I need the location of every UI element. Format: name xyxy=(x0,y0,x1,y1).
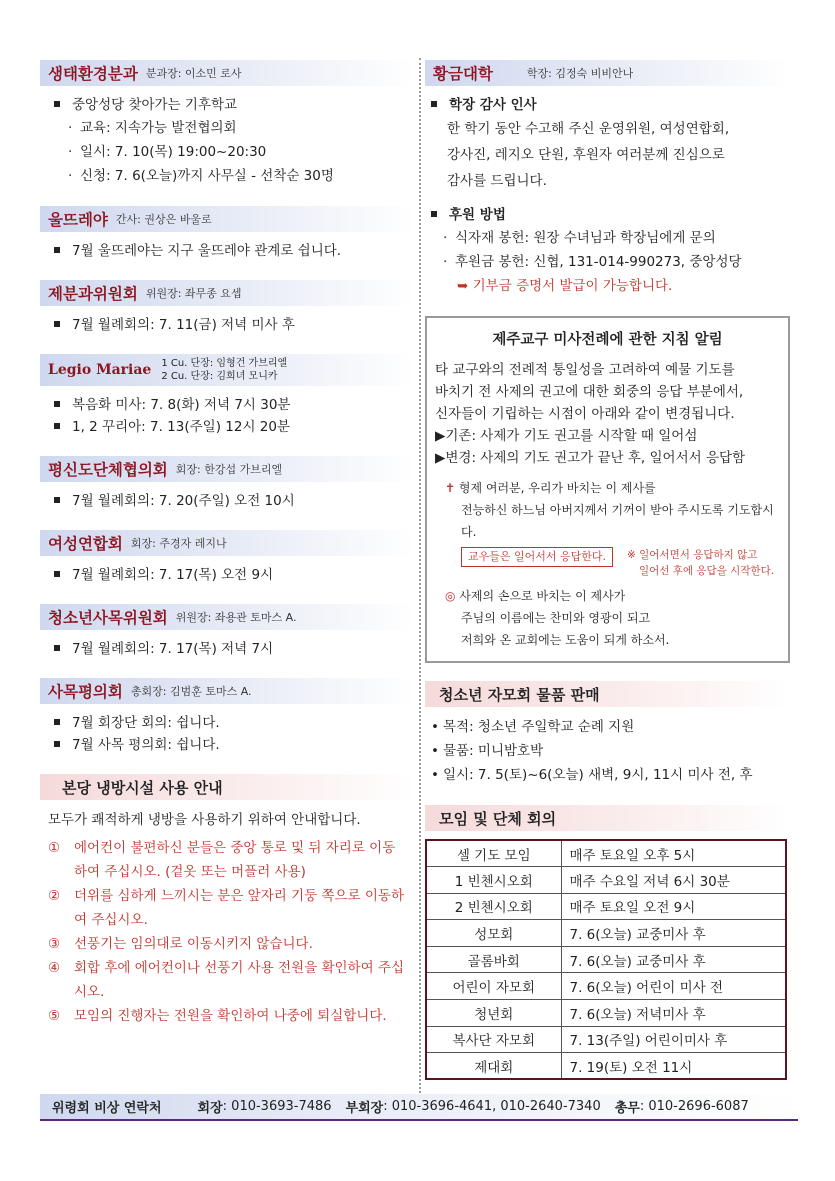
meeting-time: 매주 토요일 오후 5시 xyxy=(561,840,786,867)
cooling-section xyxy=(40,774,415,1028)
section-title: 여성연합회 xyxy=(48,535,123,553)
meeting-name: 청년회 xyxy=(426,1000,561,1027)
jebun-section xyxy=(40,280,415,336)
meeting-time: 매주 수요일 저녁 6시 30분 xyxy=(561,867,786,894)
section-subtitle: 회장: 주경자 레지나 xyxy=(130,537,227,550)
legio-section xyxy=(40,354,415,438)
sale-section xyxy=(425,681,790,787)
list-item: 7월 월례회의: 7. 11(금) 저녁 미사 후 xyxy=(40,314,415,336)
meetings-table xyxy=(425,839,787,1080)
thanks-text: 한 학기 동안 수고해 주신 운영위원, 여성연합회, 강사진, 레지오 단원, 후원자 여러분께 진심으로 감사를 드립니다. xyxy=(447,121,730,189)
meeting-name: 어린이 자모회 xyxy=(426,973,561,1000)
list-item: 복음화 미사: 7. 8(화) 저녁 7시 30분 xyxy=(40,394,415,416)
list-item: • 물품: 미니밤호박 xyxy=(431,743,544,759)
section-header xyxy=(425,805,790,831)
square-bullet-icon xyxy=(54,497,60,503)
list-item: 중앙성당 찾아가는 기후학교 xyxy=(40,94,415,116)
notice-item: ③ 선풍기는 임의대로 이동시키지 않습니다. xyxy=(48,936,313,952)
section-header xyxy=(40,280,415,306)
section-subtitle: 학장: 김정숙 비비안나 xyxy=(526,67,634,80)
square-bullet-icon xyxy=(54,741,60,747)
section-header xyxy=(425,60,790,86)
table-row xyxy=(426,893,786,920)
list-item: 7월 월례회의: 7. 20(주일) 오전 10시 xyxy=(40,490,415,512)
meeting-name: 제대회 xyxy=(426,1053,561,1080)
meeting-name: 2 빈첸시오회 xyxy=(426,893,561,920)
meeting-name: 셀 기도 모임 xyxy=(426,840,561,867)
section-header xyxy=(40,530,415,556)
meeting-time: 매주 토요일 오전 9시 xyxy=(561,893,786,920)
meetings-section xyxy=(425,805,790,1080)
notice-item: ② 더위를 심하게 느끼시는 분은 앞자리 기둥 쪽으로 이동하여 주십시오. xyxy=(48,888,404,928)
meeting-time: 7. 19(토) 오전 11시 xyxy=(561,1053,786,1080)
detail-line: · 후원금 봉헌: 신협, 131-014-990273, 중앙성당 xyxy=(443,254,742,270)
table-row xyxy=(426,946,786,973)
list-item: 7월 회장단 회의: 쉽니다. xyxy=(40,712,415,734)
footer-title: 위령회 비상 연락처 xyxy=(52,1101,162,1116)
section-subtitle: 회장: 한강섭 가브리엘 xyxy=(175,463,283,476)
detail-line: · 식자재 봉헌: 원장 수녀님과 학장님에게 문의 xyxy=(443,230,716,246)
list-item: 7월 월례회의: 7. 17(목) 오전 9시 xyxy=(40,564,415,586)
left-column xyxy=(40,60,415,1046)
square-bullet-icon xyxy=(54,321,60,327)
meeting-time: 7. 6(오늘) 어린이 미사 전 xyxy=(561,973,786,1000)
meeting-name: 1 빈첸시오회 xyxy=(426,867,561,894)
cross-icon: ✝ xyxy=(445,481,459,495)
section-subtitle: 1 Cu. 단장: 임형건 가브리엘 2 Cu. 단장: 김희녀 모니카 xyxy=(161,358,288,382)
prayer-block: ✝ 형제 여러분, 우리가 바치는 이 제사를 전능하신 하느님 아버지께서 기꺼이 받아 주시도록 기도합시다. 교우들은 일어서서 응답한다. ※ 일어서면서 응답하지 않고 일어선 후에 응답을 시작한다. ◎ 사제의 손으로 바치는 이 제사가 주님의 이름에는 찬미와 영광이 되고 저희와 온 교회에는 도움이 되게 하소서. xyxy=(445,481,775,647)
section-subtitle: 위원장: 좌용관 토마스 A. xyxy=(175,611,297,624)
section-header xyxy=(40,456,415,482)
list-item: • 목적: 청소년 주일학교 순례 지원 xyxy=(431,719,635,735)
response-tag: 교우들은 일어서서 응답한다. xyxy=(461,547,613,567)
meeting-time: 7. 13(주일) 어린이미사 후 xyxy=(561,1026,786,1053)
square-bullet-icon xyxy=(54,101,60,107)
youth-section xyxy=(40,604,415,660)
column-divider xyxy=(419,58,421,1093)
section-subtitle: 총회장: 김범훈 토마스 A. xyxy=(130,685,252,698)
before-rule: ▶기존: 사제가 기도 권고를 시작할 때 일어섬 xyxy=(435,428,698,444)
meeting-time: 7. 6(오늘) 교중미사 후 xyxy=(561,920,786,947)
section-header xyxy=(425,681,790,707)
section-title: 울뜨레야 xyxy=(48,211,108,229)
square-bullet-icon xyxy=(54,423,60,429)
table-row xyxy=(426,920,786,947)
after-rule: ▶변경: 사제의 기도 권고가 끝난 후, 일어서서 응답함 xyxy=(435,450,746,466)
table-row xyxy=(426,867,786,894)
table-row xyxy=(426,1053,786,1080)
section-subtitle: 분과장: 이소민 로사 xyxy=(145,67,242,80)
section-header xyxy=(40,354,415,386)
list-item: 학장 감사 인사 xyxy=(425,94,790,116)
meeting-time: 7. 6(오늘) 교중미사 후 xyxy=(561,946,786,973)
section-title: 사목평의회 xyxy=(48,683,123,701)
list-item: • 일시: 7. 5(토)~6(오늘) 새벽, 9시, 11시 미사 전, 후 xyxy=(431,767,753,783)
section-title: 청소년 자모회 물품 판매 xyxy=(439,685,600,704)
section-title: 생태환경분과 xyxy=(48,65,138,83)
meeting-name: 골롬바회 xyxy=(426,946,561,973)
notice-item: ⑤ 모임의 진행자는 전원을 확인하여 나중에 퇴실합니다. xyxy=(48,1008,387,1024)
square-bullet-icon xyxy=(54,401,60,407)
table-row xyxy=(426,1026,786,1053)
section-title: 청소년사목위원회 xyxy=(48,609,168,627)
notice-item: ④ 회합 후에 에어컨이나 선풍기 사용 전원을 확인하여 주십시오. xyxy=(48,960,404,1000)
square-bullet-icon xyxy=(431,211,437,217)
list-item: 7월 사목 평의회: 쉽니다. xyxy=(40,734,415,756)
detail-line: · 교육: 지속가능 발전협의회 xyxy=(68,120,237,136)
section-title: 제분과위원회 xyxy=(48,285,138,303)
section-header xyxy=(40,60,415,86)
detail-line: · 신청: 7. 6(오늘)까지 사무실 - 선착순 30명 xyxy=(68,168,334,184)
liturgy-notice-box: 제주교구 미사전례에 관한 지침 알림 타 교구와의 전례적 통일성을 고려하여 예물 기도를 바치기 전 사제의 권고에 대한 회중의 응답 부분에서, 신자들이 기립하는 시점이 아래와 같이 변경됩니다. ▶기존: 사제가 기도 권고를 시작할 때 일어섬 ▶변경: 사제의 기도 권고가 끝난 후, 일어서서 응답함 ✝ 형제 여러분, 우리가 바치는 이 제사를 전능하신 하느님 아버지께서 기꺼이 받아 주시도록 기도합시다. 교우들은 일어서서 응답한다. ※ 일어서면서 응답하지 않고 일어선 후에 응답을 시작한다. ◎ 사제의 손으로 바치는 이 제사가 주님의 이름에는 찬미와 영광이 되고 저희와 온 교회에는 도움이 되게 하소서. xyxy=(425,316,790,663)
right-column xyxy=(425,60,790,1098)
table-row xyxy=(426,840,786,867)
women-section xyxy=(40,530,415,586)
list-item: 후원 방법 xyxy=(425,204,790,226)
section-header xyxy=(40,678,415,704)
pastoral-section xyxy=(40,678,415,756)
arrow-right-icon: ➥ xyxy=(457,278,473,294)
section-title: 평신도단체협의회 xyxy=(48,461,168,479)
table-row xyxy=(426,1000,786,1027)
list-item: 7월 월례회의: 7. 17(목) 저녁 7시 xyxy=(40,638,415,660)
meeting-name: 성모회 xyxy=(426,920,561,947)
list-item: 7월 울뜨레야는 지구 울뜨레야 관계로 쉽니다. xyxy=(40,240,415,262)
footer-contact-bar: 위령회 비상 연락처 회장 : 010-3693-7486 부회장 : 010-3696-4641, 010-2640-7340 총무 : 010-2696-6087 xyxy=(40,1094,798,1121)
square-bullet-icon xyxy=(54,719,60,725)
section-title: 모임 및 단체 회의 xyxy=(439,809,557,828)
meeting-time: 7. 6(오늘) 저녁미사 후 xyxy=(561,1000,786,1027)
eco-section xyxy=(40,60,415,188)
detail-line: · 일시: 7. 10(목) 19:00~20:30 xyxy=(68,144,267,160)
cooling-notice xyxy=(40,808,415,1028)
notice-item: ① 에어컨이 불편하신 분들은 중앙 통로 및 뒤 자리로 이동하여 주십시오. (겉옷 또는 머플러 사용) xyxy=(48,840,396,880)
meeting-name: 복사단 자모회 xyxy=(426,1026,561,1053)
golden-university-section xyxy=(425,60,790,298)
receipt-note: ➥ 기부금 증명서 발급이 가능합니다. xyxy=(457,278,673,294)
notice-intro: 모두가 쾌적하게 냉방을 사용하기 위하여 안내합니다. xyxy=(48,812,361,828)
section-subtitle: 위원장: 좌무종 요셉 xyxy=(145,287,242,300)
section-title: Legio Mariae xyxy=(48,362,152,378)
section-title: 황금대학 xyxy=(433,65,493,83)
square-bullet-icon xyxy=(54,645,60,651)
square-bullet-icon xyxy=(54,247,60,253)
table-row xyxy=(426,973,786,1000)
pyeongsin-section xyxy=(40,456,415,512)
section-title: 본당 냉방시설 사용 안내 xyxy=(62,778,223,797)
section-header xyxy=(40,774,415,800)
square-bullet-icon xyxy=(54,571,60,577)
liturgy-title: 제주교구 미사전례에 관한 지침 알림 xyxy=(492,332,723,348)
double-circle-icon: ◎ xyxy=(445,589,460,603)
section-header xyxy=(40,604,415,630)
section-header xyxy=(40,206,415,232)
square-bullet-icon xyxy=(431,101,437,107)
section-subtitle: 간사: 권상은 바울로 xyxy=(115,213,212,226)
list-item: 1, 2 꾸리아: 7. 13(주일) 12시 20분 xyxy=(40,416,415,438)
ultreya-section xyxy=(40,206,415,262)
